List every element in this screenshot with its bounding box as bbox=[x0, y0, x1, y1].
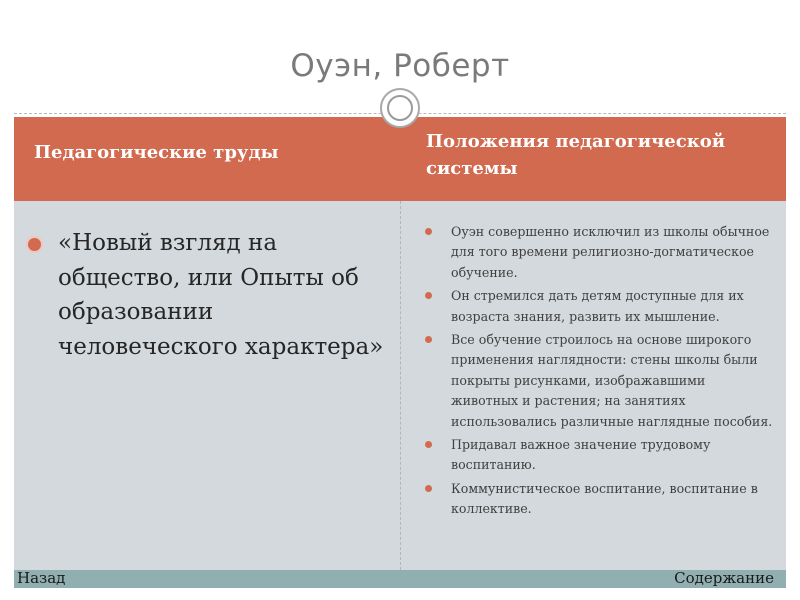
bullet-icon bbox=[425, 336, 432, 343]
list-item bbox=[422, 479, 776, 520]
bullet-icon bbox=[425, 441, 432, 448]
back-link[interactable]: Назад bbox=[17, 569, 66, 587]
list-item bbox=[422, 330, 776, 432]
bullet-icon bbox=[425, 292, 432, 299]
header-pedagogical-system: Положения педагогической системы bbox=[426, 131, 726, 179]
column-divider bbox=[400, 201, 401, 570]
contents-link[interactable]: Содержание bbox=[674, 569, 774, 587]
system-points-list bbox=[422, 222, 776, 523]
bullet-icon bbox=[28, 238, 41, 251]
list-item bbox=[422, 222, 776, 283]
list-item-text: Оуэн совершенно исключил из школы обычное для того времени религиозно-догматическое обучение. bbox=[451, 224, 770, 280]
work-title: «Новый взгляд на общество, или Опыты об образовании человеческого характера» bbox=[58, 230, 384, 360]
footer-bar bbox=[14, 570, 786, 588]
column-header-band bbox=[14, 117, 786, 201]
list-item bbox=[422, 435, 776, 476]
header-pedagogical-works: Педагогические труды bbox=[34, 142, 279, 163]
list-item-text: Он стремился дать детям доступные для их возраста знания, развить их мышление. bbox=[451, 288, 744, 324]
slide-title: Оуэн, Роберт bbox=[290, 48, 510, 84]
works-list-item bbox=[28, 226, 388, 364]
bullet-icon bbox=[425, 485, 432, 492]
list-item-text: Все обучение строилось на основе широкого применения наглядности: стены школы были покрыты рисунками, изображавшими животных и растения; на занятиях использовались различные наглядные пособия. bbox=[451, 332, 773, 429]
list-item-text: Коммунистическое воспитание, воспитание в коллективе. bbox=[451, 480, 758, 517]
bullet-icon bbox=[425, 228, 432, 235]
slide bbox=[14, 12, 786, 588]
list-item bbox=[422, 286, 776, 327]
list-item-text: Придавал важное значение трудовому воспитанию. bbox=[451, 437, 711, 473]
circle-emblem-icon bbox=[380, 88, 420, 128]
